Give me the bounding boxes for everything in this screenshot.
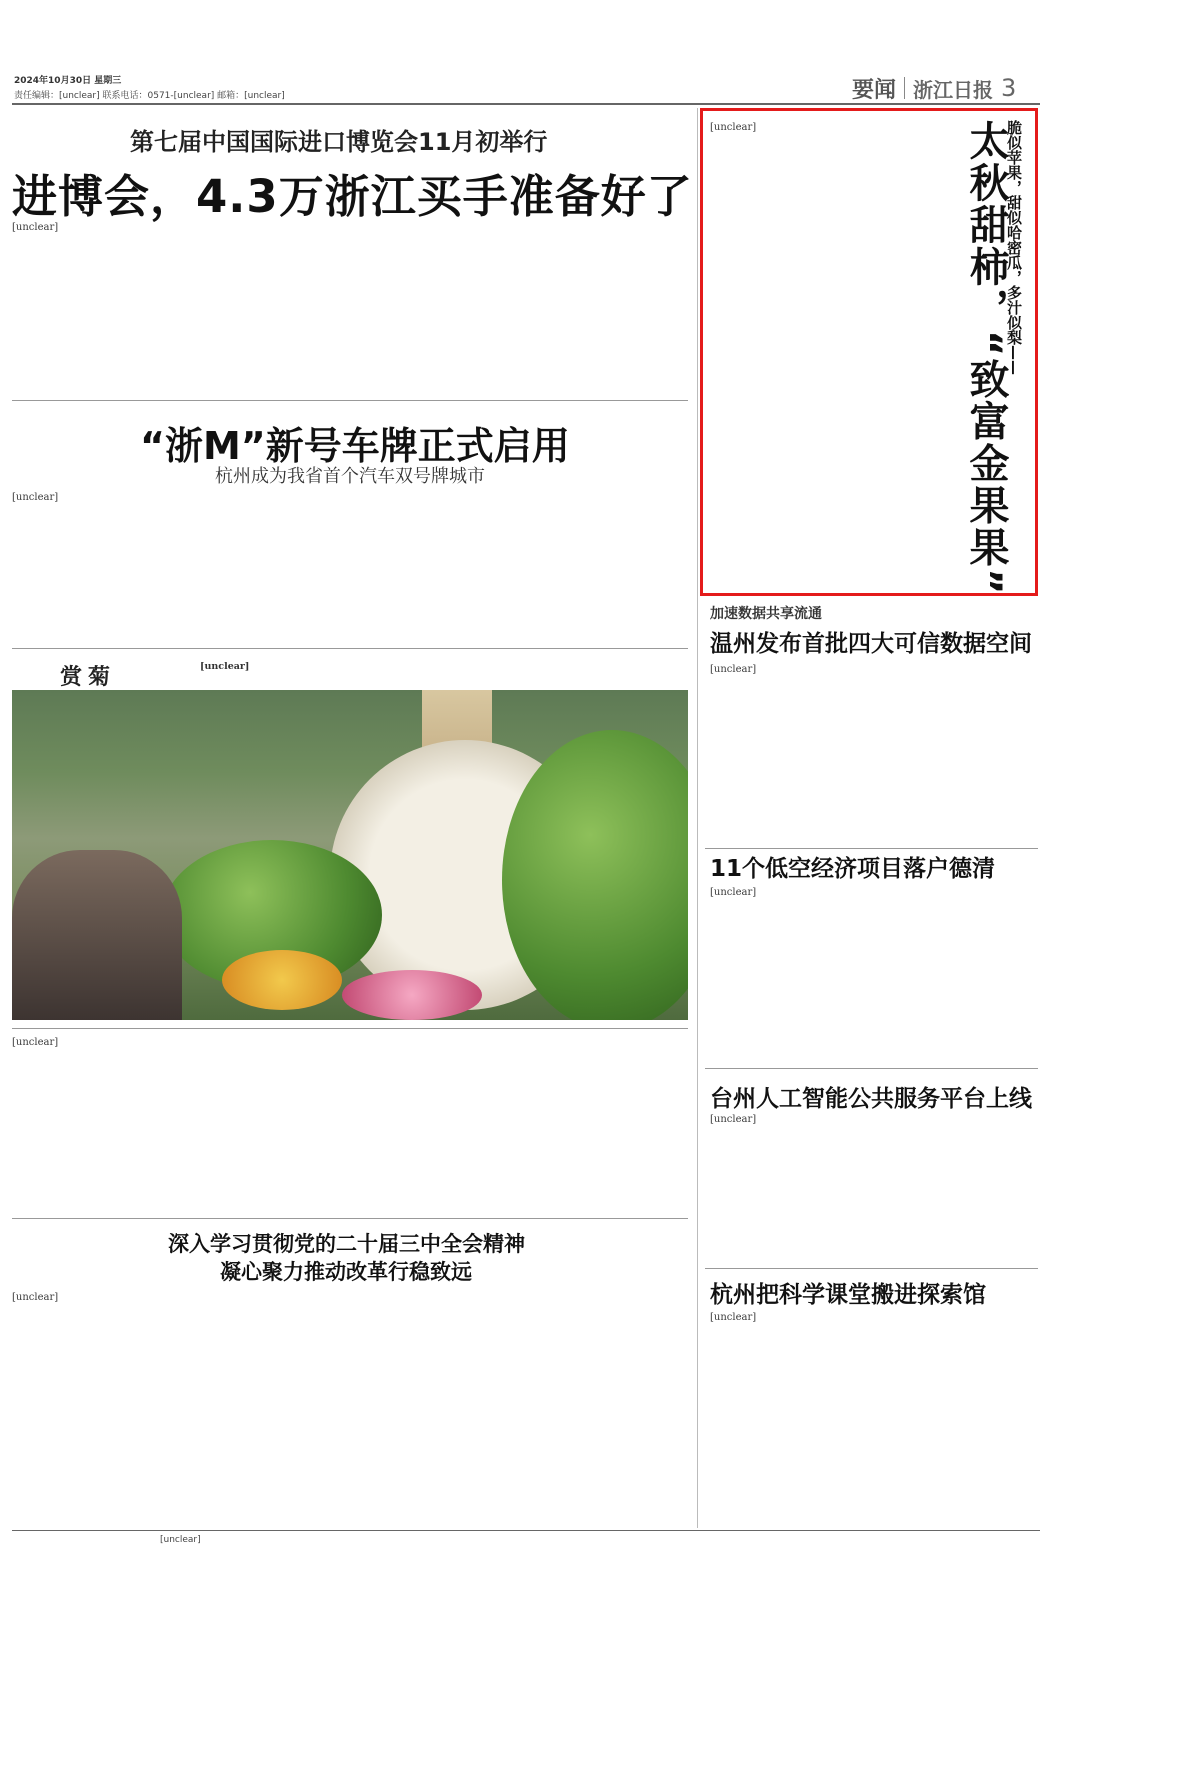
masthead-divider [904, 77, 905, 99]
photo-flower-bed-1 [222, 950, 342, 1010]
photo-flower-bed-2 [342, 970, 482, 1020]
wenzhou-kicker: 加速数据共享流通 [710, 606, 822, 622]
expo-rule [12, 400, 688, 401]
plenum-body: [unclear] [12, 1292, 59, 1303]
persimmon-body: [unclear] [710, 122, 757, 133]
section-label: 要闻 [852, 77, 897, 103]
masthead [852, 70, 1016, 106]
editor-line: 责任编辑：[unclear] 联系电话：0571-[unclear] 邮箱：[unclear] [14, 91, 285, 101]
continued-rule [12, 1218, 688, 1219]
deqing-rule [705, 1068, 1038, 1069]
paper-name: 浙江日报 [913, 77, 994, 102]
taizhou-body: [unclear] [710, 1114, 757, 1125]
wenzhou-body: [unclear] [710, 664, 757, 675]
chrysanthemum-photo [12, 690, 688, 1020]
hangzhou-science-body: [unclear] [710, 1312, 757, 1323]
photo-visitors [12, 850, 182, 1020]
taizhou-headline: 台州人工智能公共服务平台上线 [710, 1086, 1032, 1112]
wenzhou-headline: 温州发布首批四大可信数据空间 [710, 631, 1032, 657]
wenzhou-rule [705, 848, 1038, 849]
photo-caption: [unclear] [200, 661, 250, 672]
plate-subhead: 杭州成为我省首个汽车双号牌城市 [215, 466, 485, 487]
continued-body: [unclear] [12, 1037, 59, 1048]
deqing-body: [unclear] [710, 887, 757, 898]
persimmon-kicker: 脆似苹果，甜似哈密瓜，多汁似梨—— [1005, 120, 1023, 375]
plate-body: [unclear] [12, 492, 59, 503]
hangzhou-science-headline: 杭州把科学课堂搬进探索馆 [710, 1282, 986, 1308]
expo-kicker: 第七届中国国际进口博览会11月初举行 [130, 128, 548, 156]
page-number: 3 [1001, 74, 1017, 102]
header-rule [12, 103, 1040, 105]
taizhou-rule [705, 1268, 1038, 1269]
plenum-headline-line1: 深入学习贯彻党的二十届三中全会精神 [168, 1232, 525, 1256]
photo-rule [12, 1028, 688, 1029]
expo-body: [unclear] [12, 222, 59, 233]
photo-label: 赏菊 [60, 665, 117, 690]
plenum-headline-line2: 凝心聚力推动改革行稳致远 [220, 1260, 472, 1284]
persimmon-headline: 太秋甜柿，“致富金果果” [963, 120, 1009, 597]
plate-headline: “浙M”新号车牌正式启用 [140, 424, 570, 468]
footer-rule [12, 1530, 1040, 1531]
footer-line: [unclear] [160, 1535, 201, 1545]
deqing-headline: 11个低空经济项目落户德清 [710, 856, 996, 882]
date-line: 2024年10月30日 星期三 [14, 76, 122, 86]
column-divider [697, 108, 698, 1528]
expo-headline: 进博会，4.3万浙江买手准备好了 [12, 170, 693, 223]
plate-rule [12, 648, 688, 649]
